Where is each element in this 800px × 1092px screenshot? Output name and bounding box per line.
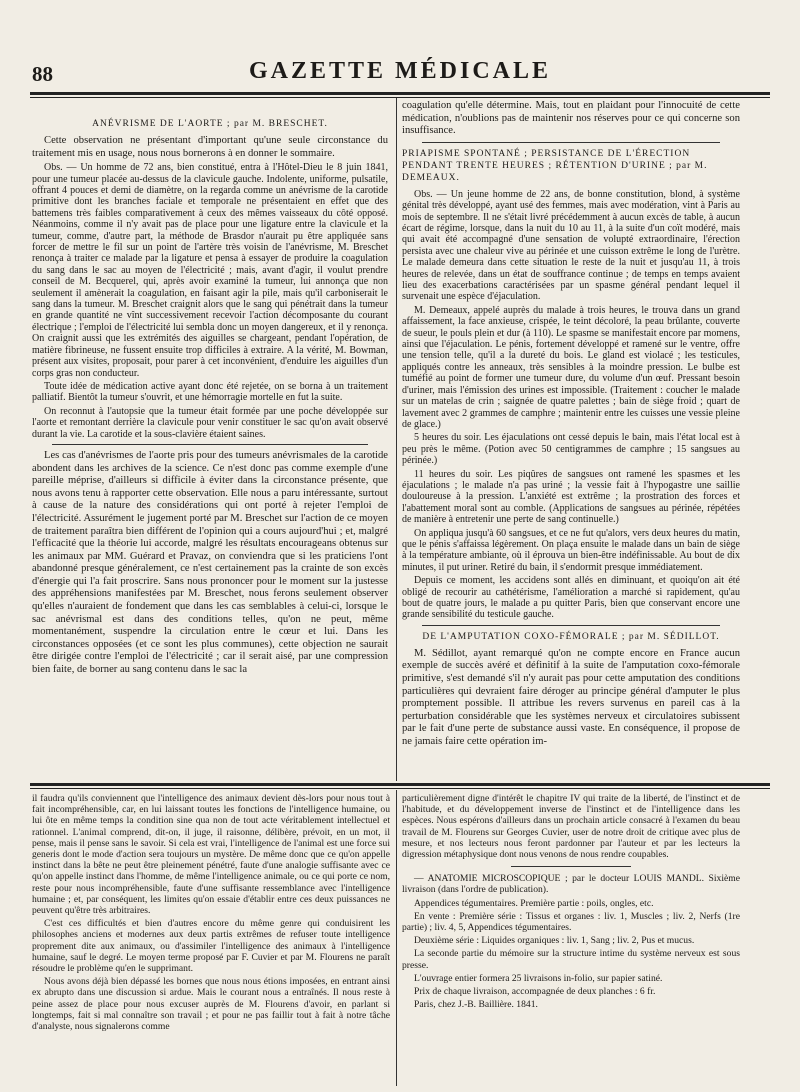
column-rule	[396, 98, 397, 781]
paragraph: On reconnut à l'autopsie que la tumeur était formée par une poche développée sur l'aorte et remontant derrière la clavicule pour venir constituer le sac qu'on avait observé durant la vie. La carotide et la sous-clavière étaient saines.	[32, 405, 388, 440]
page-number: 88	[32, 62, 53, 86]
ad-line: Deuxième série : Liquides organiques : liv. 1, Sang ; liv. 2, Pus et mucus.	[414, 935, 695, 947]
column-rule	[396, 790, 397, 1086]
paragraph: M. Sédillot, ayant remarqué qu'on ne compte encore en France aucun exemple de succès avéré et définitif à la suite de l'amputation coxo-fémorale primitive, s'est demandé s'il n'y aurait pas pour cette amputation des conditions particulières qui devraient faire déroger au principe général d'amputer le plus promptement possible. Il attribue les revers survenus en pareil cas à la perturbation considérable que les systèmes nerveux et circulatoires subissent par le fait d'une perte de substance aussi vaste. En conséquence, il propose de ne jamais faire cette opération im-	[402, 647, 740, 747]
paragraph: Toute idée de médication active ayant donc été rejetée, on se borna à un traitement palliatif. Bientôt la tumeur s'ouvrit, et une hémorragie mortelle en fut la suite.	[32, 380, 388, 404]
paragraph: M. Demeaux, appelé auprès du malade à trois heures, le trouva dans un grand affaissement, la face anxieuse, crispée, le teint décoloré, la peau brûlante, couverte de sueur, le pouls plein et dur (à 110). Le spasme se manifestait encore par momens, ainsi que l'éjaculation. Le pénis, fortement développé et ramené sur le ventre, offre une tension telle, qu'il a la dureté du bois. Le gland est violacé ; les testicules, appliqués contre les anneaux, très sensibles à la moindre pression. Le bulbe est tuméfié au point de former une tumeur dure, du volume d'un œuf. Pressant besoin d'uriner, mais l'émission des urines est impossible. (Traitement : coucher le malade sur un matelas de crin ; saignée de quatre palettes ; bain de siège froid ; quart de lavement avec 2 grammes de camphre ; maintenir entre les cuisses une vessie pleine de glace.)	[402, 304, 740, 430]
section-divider	[52, 444, 368, 445]
paragraph: Les cas d'anévrismes de l'aorte pris pour des tumeurs anévrismales de la carotide abondent dans les archives de la science. Ce n'est donc pas comme exemple d'une pareille méprise, d'ailleurs si difficile à éviter dans la circonstance présente, que nous avons tenu à rapporter cette observation. Elle nous a paru intéressante, surtout à cause de la nature des considérations qui ont porté à rejeter l'emploi de l'électricité. Assurément le jugement porté par M. Breschet sur l'action de ce moyen de traitement paraîtra bien différent de l'opinion qui a cours aujourd'hui ; et, malgré l'efficacité que la théorie lui accorde, malgré les résultats encourageans obtenus sur les animaux par MM. Guérard et Pravaz, on conviendra que si les praticiens l'ont abandonné presque généralement, ce n'est certainement pas la crainte de son excès d'énergie qui l'a fait proscrire. Sans nous prononcer pour le moment sur la justesse des appréhensions manifestées par M. Breschet, nous ferons seulement observer qu'elles n'auraient de fondement que dans les cas semblables à celui-ci, lorsque le sac anévrismal est dans des conditions telles, qu'on ne peut, même momentanément, suspendre la circulation entre le cœur et lui. Dans les circonstances opposées (et ce sont les plus communes), cette objection ne saurait être dirigée contre l'emploi de l'électricité ; car il serait aisé, par une compression bien faite, de borner au sang contenu dans le sac la	[32, 449, 388, 676]
short-divider	[511, 866, 631, 867]
article-title-priapism: PRIAPISME SPONTANÉ ; PERSISTANCE DE L'ÉRECTION PENDANT TRENTE HEURES ; RÉTENTION D'URINE ; par M. DEMEAUX.	[402, 148, 708, 183]
ad-line: L'ouvrage entier formera 25 livraisons in-folio, sur papier satiné.	[414, 972, 663, 984]
feuilleton-left	[32, 793, 390, 1085]
article-title-amputation: DE L'AMPUTATION COXO-FÉMORALE ; par M. SÉDILLOT.	[422, 631, 720, 642]
article-title-aneurysm: ANÉVRISME DE L'AORTE ; par M. BRESCHET.	[92, 119, 328, 129]
ad-line: Prix de chaque livraison, accompagnée de deux planches : 6 fr.	[414, 986, 656, 998]
paragraph: Cette observation ne présentant d'important qu'une seule circonstance du traitement mis en usage, nous nous bornerons à en donner le sommaire.	[32, 135, 388, 159]
section-divider	[422, 142, 720, 143]
section-divider	[422, 625, 720, 626]
advertisement-title: — ANATOMIE MICROSCOPIQUE ; par le docteur LOUIS MANDL. Sixième livraison (dans l'ordre de publication).	[402, 873, 740, 896]
paragraph: Nous avons déjà bien dépassé les bornes que nous nous étions imposées, en entrant ainsi ex abrupto dans une discussion si ardue. Mais le courant nous a entraînés. Il nous reste à peine assez de place pour nous excuser auprès de M. Flourens d'avoir, en parlant si longtemps, fait si mal connaître son travail ; et pour ne pas faillir tout à fait à notre tâche d'analyste, nous signalerons comme	[32, 976, 390, 1033]
header-rule-thin	[30, 97, 770, 98]
paragraph: 11 heures du soir. Les piqûres de sangsues ont ramené les spasmes et les éjaculations ; le malade n'a pas uriné ; la vessie fait à l'hypogastre une saillie douloureuse à la pression. L'anxiété est extrême ; la prostration des forces et l'abattement moral sont au comble. (Applications de sangsues au périnée, répétées de manière à entretenir une perte de sang continuelle.)	[402, 468, 740, 526]
ad-line: En vente : Première série : Tissus et organes : liv. 1, Muscles ; liv. 2, Nerfs (1re partie) ; liv. 4, 5, Appendices tégumentaires.	[402, 910, 740, 934]
paragraph: On appliqua jusqu'à 60 sangsues, et ce ne fut qu'alors, vers deux heures du matin, que le pénis s'affaissa légèrement. On plaça ensuite le malade dans un bain de siège à la température ambiante, où il éprouva un bien-être indéfinissable. Au bout de dix minutes, il put uriner. Retiré du bain, il s'endormit presque immédiatement.	[402, 527, 740, 573]
ad-line: Paris, chez J.-B. Baillière. 1841.	[414, 999, 538, 1011]
paragraph: C'est ces difficultés et bien d'autres encore du même genre qui conduisirent les philosophes anciens et modernes aux deux partis extrêmes de refuser toute intelligence proprement dite aux animaux, ou d'assimiler l'intelligence des animaux à l'intelligence humaine, sauf le degré. Le moyen terme proposé par F. Cuvier et par M. Flourens ne paraît résoudre le problème qu'en le supprimant.	[32, 918, 390, 975]
feuilleton-rule	[30, 783, 770, 786]
ad-line: Appendices tégumentaires. Première partie : poils, ongles, etc.	[414, 897, 654, 909]
paragraph: coagulation qu'elle détermine. Mais, tout en plaidant pour l'innocuité de cette médication, n'oublions pas de maintenir nos réserves pour ce qui concerne son insuffisance.	[402, 100, 740, 137]
ad-line: La seconde partie du mémoire sur la structure intime du système nerveux est sous presse.	[402, 948, 740, 971]
left-column	[32, 116, 388, 780]
paragraph: 5 heures du soir. Les éjaculations ont cessé depuis le bain, mais l'état local est à peu près le même. (Potion avec 50 centigrammes de camphre ; 15 sangsues au périnée.)	[402, 432, 740, 467]
paragraph: il faudra qu'ils conviennent que l'intelligence des animaux devient dès-lors pour nous tout à fait incompréhensible, car, en lui laissant toutes les fonctions de l'intelligence humaine, ou lui ôte en même temps la condition sine qua non de tout acte véritablement intellectuel et rationnel. L'animal comprend, dit-on, il juge, il raisonne, délibère, prévoit, en un mot, il pense, mais il pense sans le savoir. Si cela est vrai, l'intelligence de l'animal est une force sui generis dont le mode d'action sera toujours un mystère. De même donc que ce qu'on appelle instinct dans la bête ne peut être pleinement pénétré, faute d'une analogie suffisante avec ce qu'on appelle instinct dans l'homme, de même l'intelligence animale, ou ce qui porte ce nom, reste pour nous incompréhensible, faute d'une suffisante ressemblance avec l'intelligence humaine ; et, par conséquent, les limites qu'on essaie d'établir entre ces deux puissances ne peuvent qu'être très arbitraires.	[32, 793, 390, 917]
paragraph: Obs. — Un homme de 72 ans, bien constitué, entra à l'Hôtel-Dieu le 8 juin 1841, pour une tumeur placée au-dessus de la clavicule gauche. Indolente, uniforme, pulsatile, offrant 4 pouces et demi de diamètre, on la regarda comme un anévrisme de la carotide primitive dont les branches faciale et temporale ne présentaient en effet que des battemens très faibles comparativement à ceux des mêmes vaisseaux du côté opposé. Néanmoins, comme il n'y avait pas de place pour une ligature entre la clavicule et la tumeur, comme, d'autre part, la méthode de Brasdor n'aurait pu être appliquée sans forcer de mettre le fil sur un point de l'artère très voisin de l'anévrisme, M. Breschet renonça à traiter ce malade par la ligature et pensa à essayer de produire la coagulation du sang dans le sac au moyen de l'électricité ; mais, avant d'agir, il voulut prendre conseil de M. Becquerel, qui, après avoir examiné la tumeur, lui annonça que non seulement il amènerait la coagulation, en faisant agir la pile, mais qu'il carboniserait le sang dans la tumeur. M. Breschet craignit alors que le sang qui pénétrait dans la tumeur en grande quantité ne vînt successivement recevoir l'action décomposante du courant électrique ; l'emploi de l'électricité lui sembla donc un moyen dangereux, et il y renonça. On craignit aussi que les extrémités des aiguilles se chargeant, pendant l'opération, de matière fibrineuse, ne fussent ensuite trop difficiles à extraire. A la vérité, M. Bowman, présent aux visites, proposait, pour parer à cet inconvénient, d'enduire les aiguilles d'un corps gras non conducteur.	[32, 162, 388, 379]
paragraph: Obs. — Un jeune homme de 22 ans, de bonne constitution, blond, à système génital très développé, ayant usé des femmes, mais avec modération, vint à Paris au mois de septembre. Il ne s'était livré précédemment à aucun excès de table, à aucun écart de régime, lorsque, dans la nuit du 10 au 11, à la suite d'un coït modéré, mais qui avait été accompagné d'une sensation de volupté extraordinaire, l'érection persista avec une chaleur vive au périnée et une cuisson extrême le long de l'urètre. Le malade demeura dans cette situation le reste de la nuit et jusqu'au 11, à trois heures de relevée, dans un état de souffrance continue ; de temps en temps avaient lieu des exacerbations caractérisées par un spasme général pendant lequel il survenait une espèce d'éjaculation.	[402, 188, 740, 303]
header-rule	[30, 92, 770, 95]
feuilleton-rule-thin	[30, 788, 770, 789]
feuilleton-right	[402, 793, 740, 1085]
masthead: GAZETTE MÉDICALE	[248, 58, 552, 84]
paragraph: particulièrement digne d'intérêt le chapitre IV qui traite de la liberté, de l'instinct et de l'habitude, et du développement inverse de l'instinct et de l'intelligence dans les espèces. Nous espérons d'ailleurs dans un prochain article consacré à l'examen du beau travail de M. Flourens sur Georges Cuvier, user de notre droit de critique avec plus de mesure, et nos lecteurs nous feront pardonner par l'auteur et par les lecteurs la digression métaphysique dont nous venons de nous rendre coupables.	[402, 793, 740, 861]
paragraph: Depuis ce moment, les accidens sont allés en diminuant, et quoiqu'on ait été obligé de recourir au cathétérisme, l'amélioration a marché si rapidement, qu'au bout de quatre jours, le malade a pu quitter Paris, bien que conservant encore une grande sensibilité du testicule gauche.	[402, 575, 740, 621]
right-column	[402, 100, 740, 780]
